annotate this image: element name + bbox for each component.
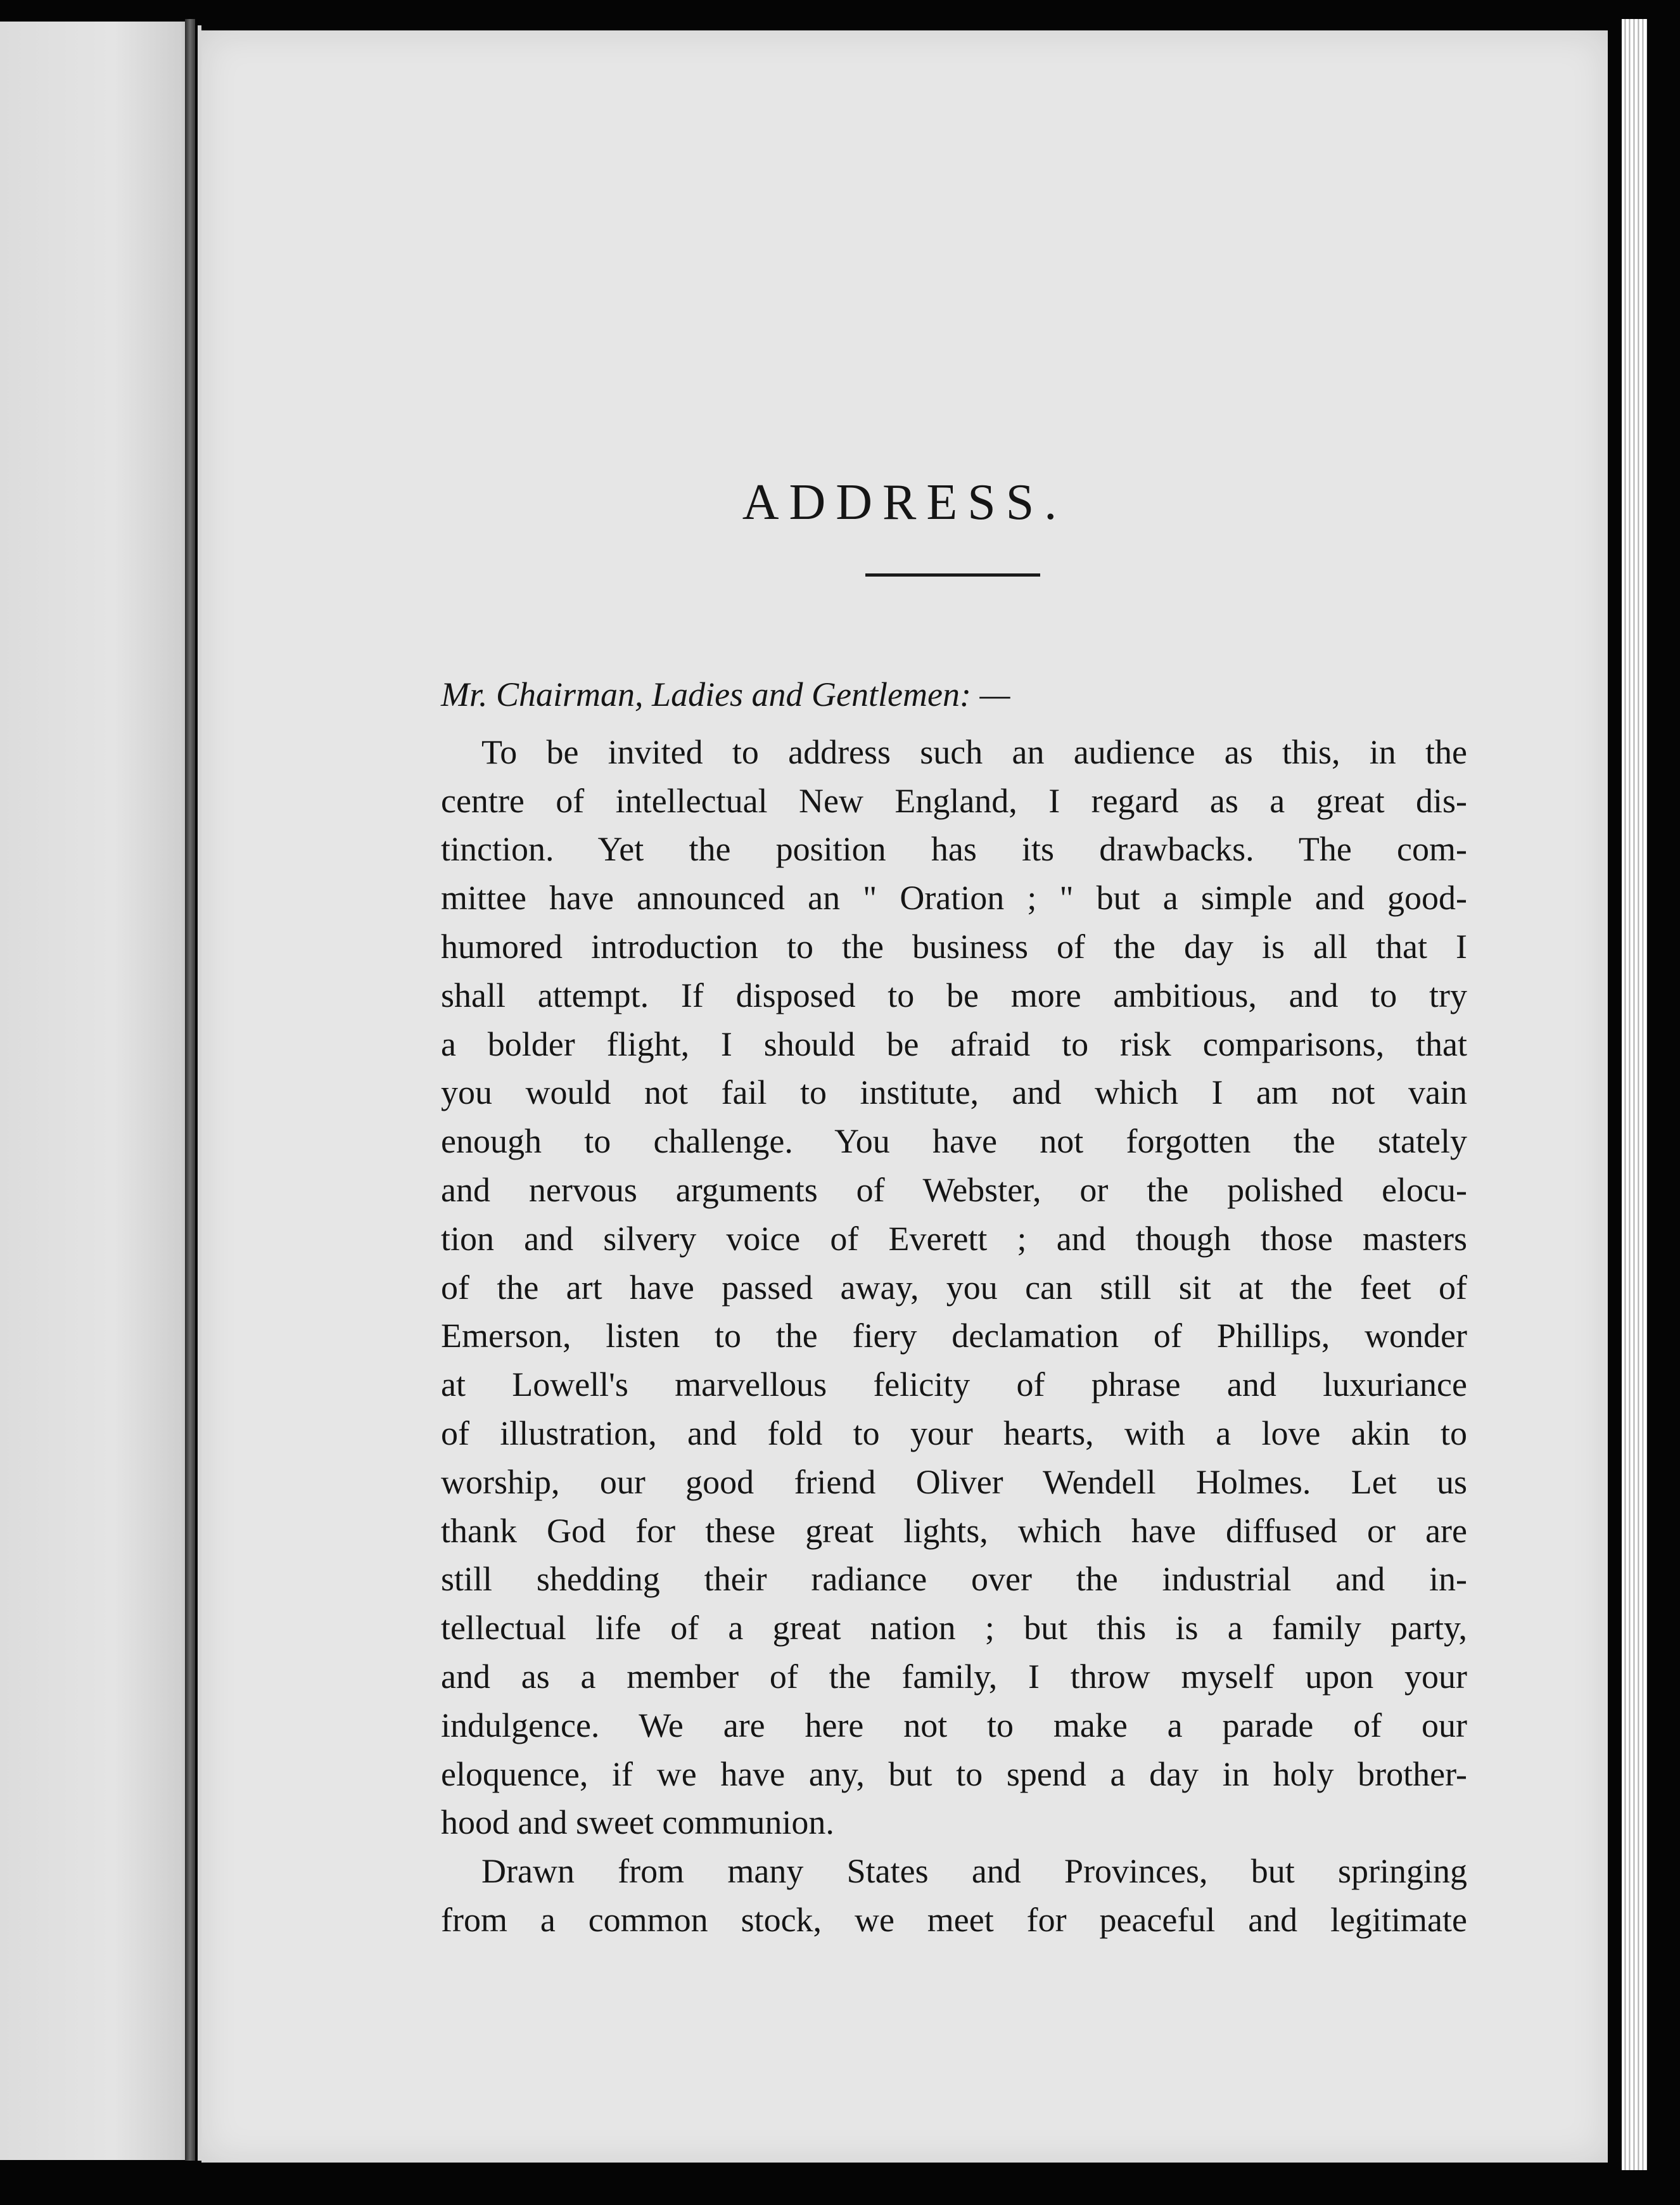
text-line: To be invited to address such an audience as this, in the xyxy=(481,732,1467,771)
text-line: of illustration, and fold to your hearts, with a love akin to xyxy=(441,1414,1467,1452)
text-line: tinction. Yet the position has its drawbacks. The com- xyxy=(441,830,1467,869)
text-line: enough to challenge. You have not forgotten the stately xyxy=(441,1122,1467,1161)
text-line: and as a member of the family, I throw myself upon your xyxy=(441,1657,1467,1696)
text-line: still shedding their radiance over the industrial and in- xyxy=(441,1560,1467,1599)
paragraph-1 xyxy=(441,728,1467,1847)
text-line: worship, our good friend Oliver Wendell Holmes. Let us xyxy=(441,1462,1467,1501)
paragraph-2 xyxy=(441,1847,1467,1945)
text-line: eloquence, if we have any, but to spend a day in holy brother- xyxy=(441,1754,1467,1793)
text-line: tion and silvery voice of Everett ; and though those masters xyxy=(441,1219,1467,1258)
title-rule xyxy=(865,573,1040,577)
page-stack-edge xyxy=(1622,19,1647,2170)
text-line: shall attempt. If disposed to be more ambitious, and to try xyxy=(441,976,1467,1014)
book-gutter xyxy=(185,19,195,2161)
text-line: humored introduction to the business of the day is all that I xyxy=(441,927,1467,966)
text-line: Emerson, listen to the fiery declamation of Phillips, wonder xyxy=(441,1317,1467,1355)
text-line: hood and sweet communion. xyxy=(441,1803,834,1842)
previous-page-edge xyxy=(0,22,190,2160)
text-line: centre of intellectual New England, I regard as a great dis- xyxy=(441,781,1467,820)
book-page xyxy=(201,30,1608,2163)
text-line: a bolder flight, I should be afraid to risk comparisons, that xyxy=(441,1025,1467,1063)
text-line: thank God for these great lights, which have diffused or are xyxy=(441,1511,1467,1550)
salutation: Mr. Chairman, Ladies and Gentlemen: — xyxy=(441,675,1010,713)
text-line: tellectual life of a great nation ; but this is a family party, xyxy=(441,1609,1467,1647)
text-line: you would not fail to institute, and which I am not vain xyxy=(441,1073,1467,1112)
text-line: Drawn from many States and Provinces, but springing xyxy=(481,1852,1467,1891)
text-line: mittee have announced an " Oration ; " but a simple and good- xyxy=(441,879,1467,917)
text-line: from a common stock, we meet for peaceful and legitimate xyxy=(441,1900,1467,1939)
text-line: indulgence. We are here not to make a parade of our xyxy=(441,1706,1467,1744)
address-body xyxy=(441,670,1467,1945)
text-line: at Lowell's marvellous felicity of phrase and luxuriance xyxy=(441,1365,1467,1404)
page-title: ADDRESS. xyxy=(742,475,1067,530)
text-line: of the art have passed away, you can still sit at the feet of xyxy=(441,1268,1467,1307)
text-line: and nervous arguments of Webster, or the polished elocu- xyxy=(441,1170,1467,1209)
